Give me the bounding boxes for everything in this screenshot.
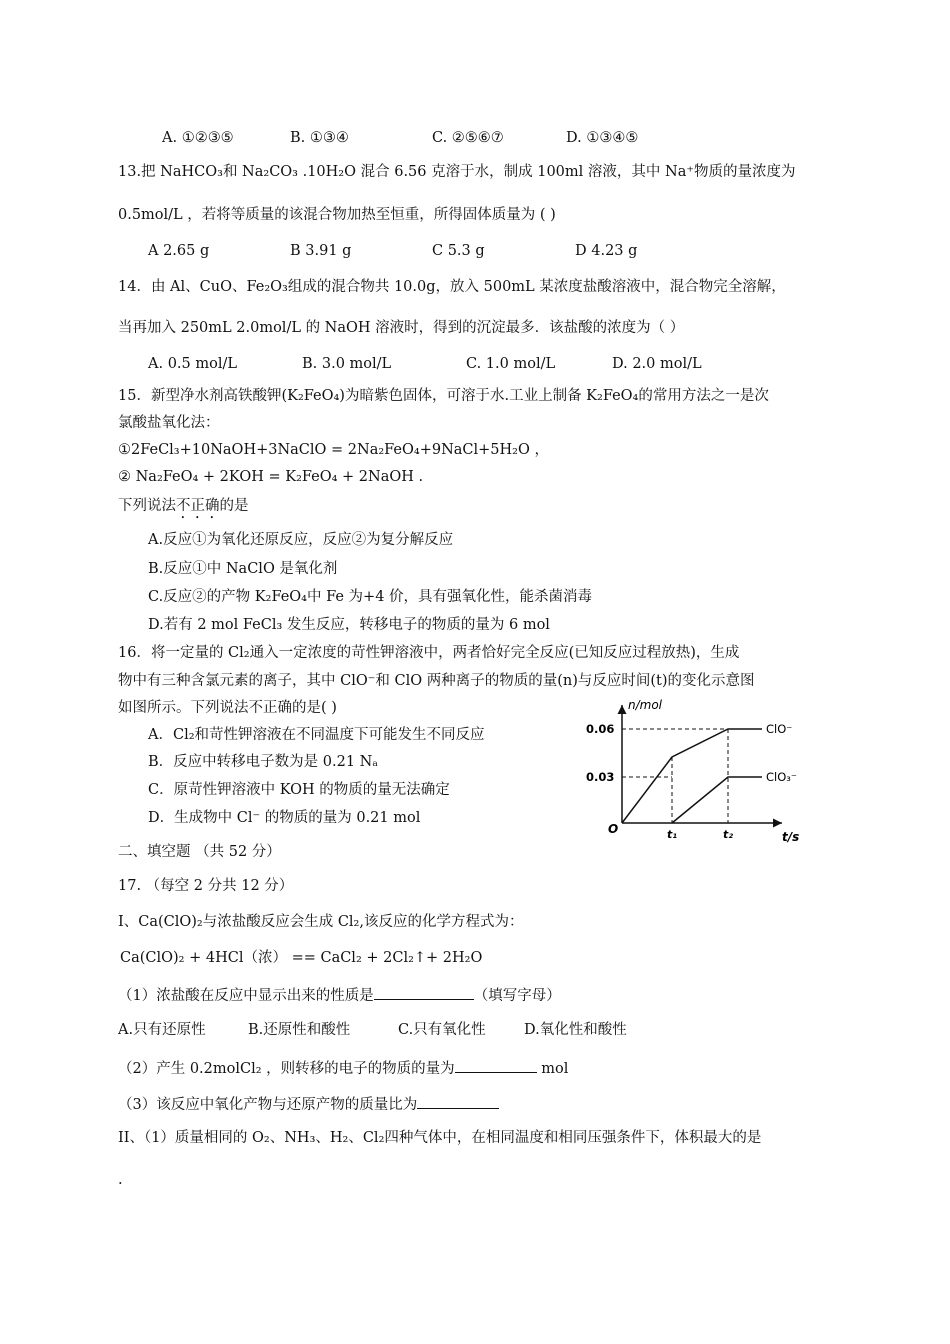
q17-sub1-suffix: （填写字母） [473,988,561,1004]
q17-sub2-suffix: mol [536,1061,569,1077]
q12-option-d: D. ①③④⑤ [566,130,639,146]
graph-series2-label: ClO₃⁻ [766,770,797,784]
q15-equation-2: ② Na₂FeO₄ + 2KOH = K₂FeO₄ + 2NaOH . [118,469,424,485]
graph-x-label: t/s [782,830,800,844]
q17-option-d: D.氧化性和酸性 [524,1022,627,1038]
q16-option-c: C．原苛性钾溶液中 KOH 的物质的量无法确定 [148,782,450,798]
q12-option-b: B. ①③④ [290,130,349,146]
graph-series1-label: ClO⁻ [766,722,793,736]
q17-option-a: A.只有还原性 [118,1022,206,1038]
q15-option-c: C.反应②的产物 K₂FeO₄中 Fe 为+4 价，具有强氧化性，能杀菌消毒 [148,589,593,605]
q15-option-d: D.若有 2 mol FeCl₃ 发生反应，转移电子的物质的量为 6 mol [148,617,550,633]
q17-equation: Ca(ClO)₂ + 4HCl（浓） == CaCl₂ + 2Cl₂↑+ 2H₂O [120,950,483,966]
q13-stem-line1: 13.把 NaHCO₃和 Na₂CO₃ .10H₂O 混合 6.56 克溶于水，制成 100ml 溶液，其中 Na⁺物质的量浓度为 [118,164,796,180]
q17-sub3-prefix: （3）该反应中氧化产物与还原产物的质量比为 [118,1097,418,1113]
q14-stem-line2: 当再加入 250mL 2.0mol/L 的 NaOH 溶液时，得到的沉淀最多．该盐酸的浓度为（ ） [118,320,685,336]
q15-stem-line1: 15．新型净水剂高铁酸钾(K₂FeO₄)为暗紫色固体，可溶于水.工业上制备 K₂FeO₄的常用方法之一是次 [118,388,769,404]
q15-option-a: A.反应①为氧化还原反应，反应②为复分解反应 [148,532,454,548]
q17-part2-line2: . [118,1172,123,1188]
q14-option-c: C. 1.0 mol/L [466,356,556,372]
q14-option-b: B. 3.0 mol/L [302,356,392,372]
graph-series-clo [622,729,762,823]
q17-header: 17. （每空 2 分共 12 分） [118,878,294,894]
q17-part1-intro: I、Ca(ClO)₂与浓盐酸反应会生成 Cl₂,该反应的化学方程式为： [118,914,524,930]
q17-sub1-answer-blank[interactable] [374,983,474,1000]
q17-option-b: B.还原性和酸性 [248,1022,351,1038]
q15-option-b: B.反应①中 NaClO 是氧化剂 [148,561,338,577]
q16-option-d: D．生成物中 Cl⁻ 的物质的量为 0.21 mol [148,810,421,826]
q13-option-a: A 2.65 g [148,243,210,259]
graph-ytick-006: 0.06 [586,722,615,736]
graph-origin: O [608,822,619,836]
q12-option-c: C. ②⑤⑥⑦ [432,130,504,146]
q16-stem-line1: 16．将一定量的 Cl₂通入一定浓度的苛性钾溶液中，两者恰好完全反应(已知反应过程放热)，生成 [118,645,740,661]
q16-graph [582,695,832,850]
q16-stem-line3: 如图所示。下列说法不正确的是( ) [118,700,337,716]
section2-title: 二、填空题 （共 52 分） [118,844,281,860]
q14-option-a: A. 0.5 mol/L [148,356,237,372]
q17-part2-line1: II、（1）质量相同的 O₂、NH₃、H₂、Cl₂四种气体中，在相同温度和相同压强条件下，体积最大的是 [118,1130,762,1146]
q15-question-suffix: 的是 [219,498,249,514]
q14-stem-line1: 14．由 Al、CuO、Fe₂O₃组成的混合物共 10.0g，放入 500mL 某浓度盐酸溶液中，混合物完全溶解， [118,279,786,295]
q13-option-d: D 4.23 g [575,243,638,259]
graph-series-clo3 [672,777,762,823]
q16-option-a: A．Cl₂和苛性钾溶液在不同温度下可能发生不同反应 [148,727,485,743]
q15-question-prefix: 下列说法 [118,498,176,514]
q15-stem-line2: 氯酸盐氧化法： [118,415,220,431]
graph-ytick-003: 0.03 [586,770,615,784]
q17-sub2-answer-blank[interactable] [455,1056,537,1073]
q17-sub1 [118,983,561,1006]
graph-xtick-t1: t₁ [667,828,678,841]
q17-sub1-prefix: （1）浓盐酸在反应中显示出来的性质是 [118,988,374,1004]
q14-option-d: D. 2.0 mol/L [612,356,702,372]
q15-question-emphasis: 不正确 [176,498,220,514]
q16-option-b: B．反应中转移电子数为是 0.21 Nₐ [148,754,378,770]
q17-sub2 [118,1056,568,1079]
q17-option-c: C.只有氧化性 [398,1022,486,1038]
q16-stem-line2: 物中有三种含氯元素的离子，其中 ClO⁻和 ClO 两种离子的物质的量(n)与反应时间(t)的变化示意图 [118,673,755,689]
q12-option-a: A. ①②③⑤ [162,130,234,146]
q13-option-c: C 5.3 g [432,243,485,259]
q15-question [118,496,249,522]
q13-option-b: B 3.91 g [290,243,352,259]
q13-stem-line2: 0.5mol/L ，若将等质量的该混合物加热至恒重，所得固体质量为 ( ) [118,207,556,223]
q17-sub2-prefix: （2）产生 0.2molCl₂ ，则转移的电子的物质的量为 [118,1061,455,1077]
q15-equation-1: ①2FeCl₃+10NaOH+3NaClO = 2Na₂FeO₄+9NaCl+5H₂O ， [118,442,549,458]
graph-xtick-t2: t₂ [723,828,734,841]
q17-sub3 [118,1092,499,1115]
q17-sub3-answer-blank[interactable] [417,1092,499,1109]
graph-y-label: n/mol [628,698,663,712]
